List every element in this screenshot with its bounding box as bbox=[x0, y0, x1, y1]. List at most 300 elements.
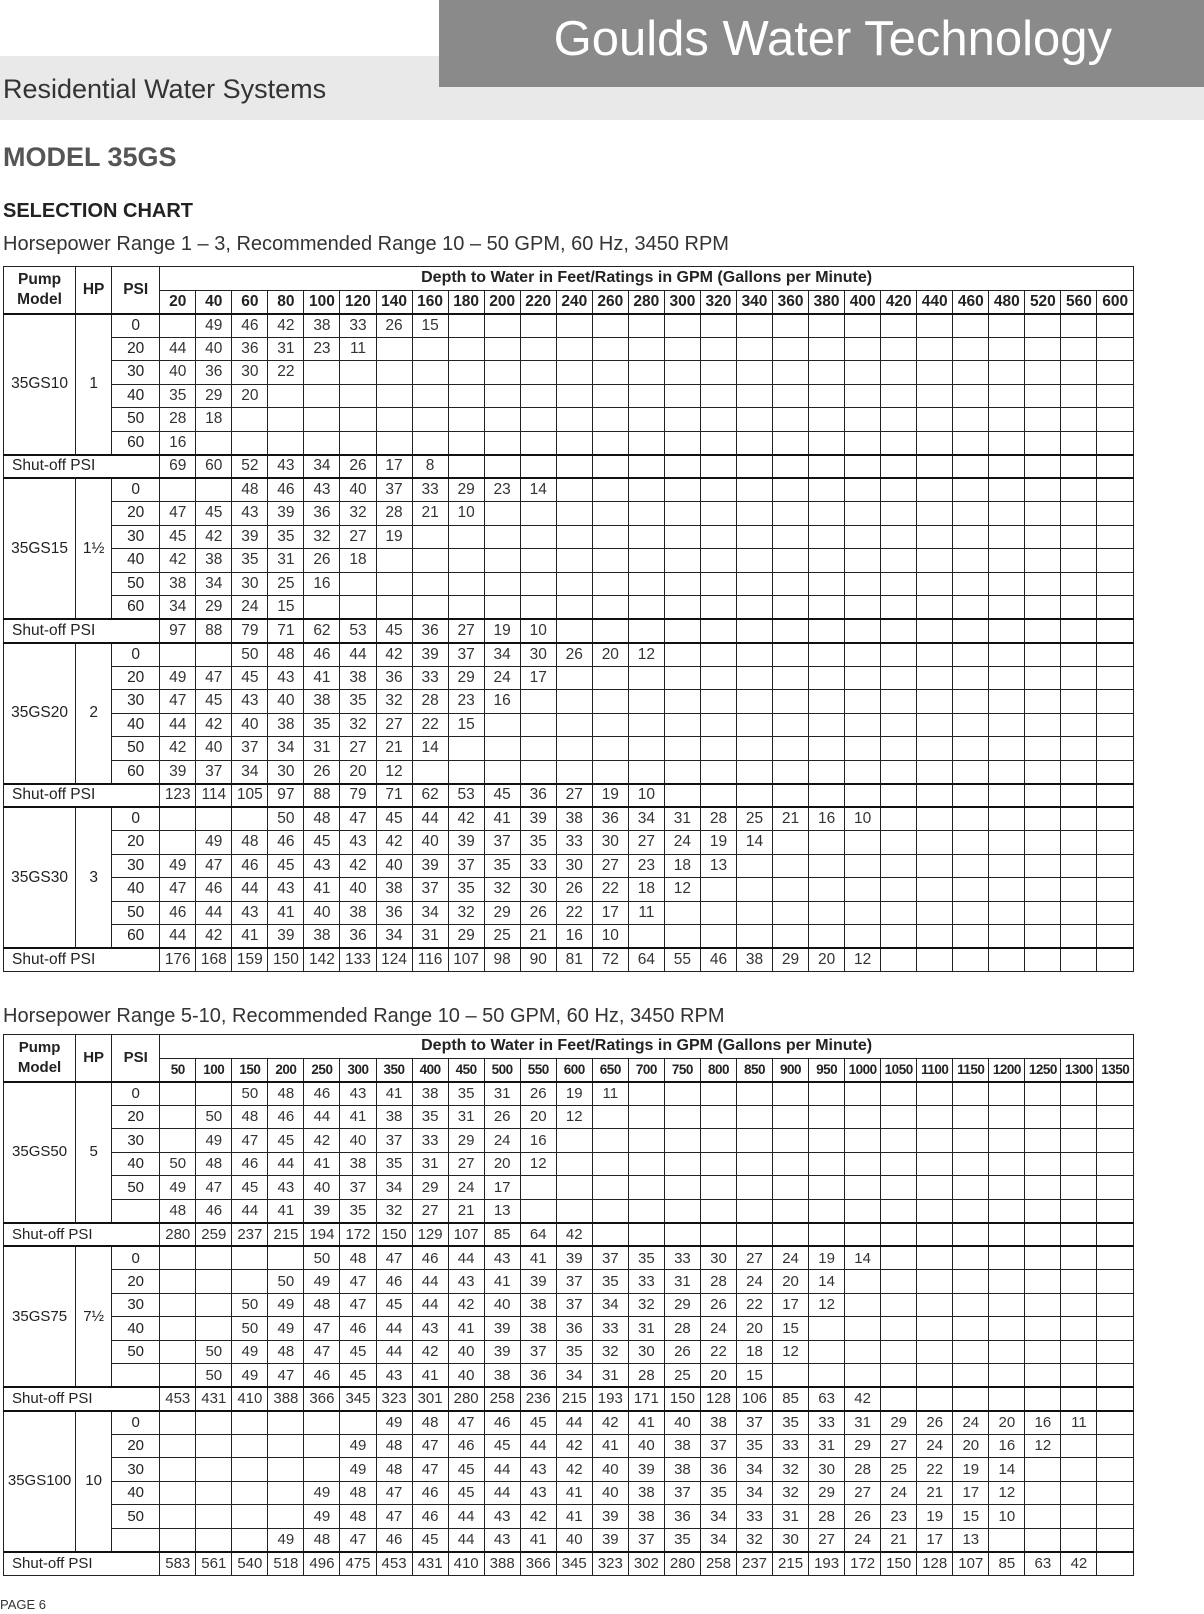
gpm-cell bbox=[232, 1411, 268, 1435]
gpm-cell: 43 bbox=[520, 1458, 556, 1482]
depth-column-header: 380 bbox=[809, 290, 845, 314]
gpm-cell bbox=[592, 337, 628, 361]
depth-column-header: 1100 bbox=[917, 1058, 953, 1082]
gpm-cell: 43 bbox=[484, 1505, 520, 1529]
shutoff-value: 345 bbox=[340, 1387, 376, 1411]
gpm-cell: 32 bbox=[736, 1528, 772, 1552]
depth-column-header: 750 bbox=[664, 1058, 700, 1082]
table-row bbox=[4, 760, 1134, 784]
gpm-cell bbox=[1097, 760, 1134, 784]
gpm-cell bbox=[989, 925, 1025, 949]
gpm-cell bbox=[160, 1364, 196, 1388]
hp-cell: 7½ bbox=[76, 1246, 112, 1387]
gpm-cell bbox=[1061, 1199, 1097, 1223]
shutoff-value bbox=[917, 619, 953, 643]
psi-cell: 20 bbox=[112, 1270, 160, 1294]
gpm-cell: 47 bbox=[340, 1270, 376, 1294]
gpm-cell bbox=[376, 596, 412, 620]
gpm-cell bbox=[160, 1481, 196, 1505]
gpm-cell: 37 bbox=[628, 1528, 664, 1552]
gpm-cell bbox=[700, 1199, 736, 1223]
table-row bbox=[4, 431, 1134, 455]
shutoff-value: 168 bbox=[196, 948, 232, 972]
gpm-cell bbox=[953, 901, 989, 925]
gpm-cell bbox=[700, 314, 736, 338]
gpm-cell bbox=[773, 1364, 809, 1388]
gpm-cell bbox=[881, 666, 917, 690]
gpm-cell: 37 bbox=[448, 643, 484, 667]
gpm-cell bbox=[845, 925, 881, 949]
gpm-cell bbox=[592, 760, 628, 784]
gpm-cell: 41 bbox=[376, 1082, 412, 1106]
gpm-cell bbox=[1097, 1317, 1134, 1341]
gpm-cell: 31 bbox=[412, 1152, 448, 1176]
shutoff-value: 42 bbox=[1061, 1552, 1097, 1576]
gpm-cell bbox=[809, 1152, 845, 1176]
gpm-cell: 12 bbox=[664, 878, 700, 902]
shutoff-value: 236 bbox=[520, 1387, 556, 1411]
gpm-cell bbox=[917, 314, 953, 338]
gpm-cell bbox=[1025, 854, 1061, 878]
gpm-cell: 48 bbox=[412, 1411, 448, 1435]
shutoff-value: 561 bbox=[196, 1552, 232, 1576]
gpm-cell bbox=[232, 1528, 268, 1552]
pump-model-cell: 35GS15 bbox=[4, 478, 76, 619]
gpm-cell bbox=[917, 1340, 953, 1364]
gpm-cell: 31 bbox=[664, 807, 700, 831]
shutoff-value bbox=[664, 784, 700, 808]
depth-column-header: 320 bbox=[700, 290, 736, 314]
gpm-cell bbox=[556, 596, 592, 620]
shutoff-value bbox=[484, 455, 520, 479]
gpm-cell: 37 bbox=[520, 1340, 556, 1364]
gpm-cell: 49 bbox=[196, 314, 232, 338]
depth-column-header: 240 bbox=[556, 290, 592, 314]
gpm-cell bbox=[953, 408, 989, 432]
gpm-cell: 36 bbox=[196, 361, 232, 385]
gpm-cell: 48 bbox=[340, 1246, 376, 1270]
depth-column-header: 600 bbox=[1097, 290, 1134, 314]
gpm-cell bbox=[1025, 737, 1061, 761]
shutoff-value: 193 bbox=[592, 1387, 628, 1411]
gpm-cell: 46 bbox=[196, 1199, 232, 1223]
gpm-cell bbox=[232, 1458, 268, 1482]
table-row bbox=[4, 1434, 1134, 1458]
shutoff-value: 301 bbox=[412, 1387, 448, 1411]
gpm-cell bbox=[628, 478, 664, 502]
gpm-cell: 26 bbox=[520, 901, 556, 925]
gpm-cell bbox=[953, 384, 989, 408]
gpm-cell bbox=[881, 596, 917, 620]
gpm-cell bbox=[881, 314, 917, 338]
gpm-cell: 34 bbox=[160, 596, 196, 620]
gpm-cell: 12 bbox=[773, 1340, 809, 1364]
gpm-cell: 29 bbox=[196, 384, 232, 408]
depth-header-title: Depth to Water in Feet/Ratings in GPM (Gallons per Minute) bbox=[160, 267, 1134, 291]
gpm-cell: 37 bbox=[592, 1246, 628, 1270]
gpm-cell bbox=[484, 596, 520, 620]
gpm-cell bbox=[917, 1129, 953, 1153]
table-row bbox=[4, 572, 1134, 596]
gpm-cell: 47 bbox=[160, 690, 196, 714]
shutoff-spacer bbox=[112, 784, 160, 808]
gpm-cell: 27 bbox=[736, 1246, 772, 1270]
gpm-cell bbox=[520, 337, 556, 361]
pump-model-header: Pump Model bbox=[4, 1035, 76, 1082]
gpm-cell bbox=[736, 478, 772, 502]
gpm-cell bbox=[953, 1129, 989, 1153]
shutoff-value: 60 bbox=[196, 455, 232, 479]
brand-name: Goulds Water Technology bbox=[553, 12, 1112, 66]
gpm-cell bbox=[232, 1505, 268, 1529]
gpm-cell bbox=[700, 878, 736, 902]
gpm-cell bbox=[881, 878, 917, 902]
gpm-cell: 44 bbox=[340, 643, 376, 667]
shutoff-value: 345 bbox=[556, 1552, 592, 1576]
psi-cell: 20 bbox=[112, 831, 160, 855]
gpm-cell: 36 bbox=[556, 1317, 592, 1341]
depth-column-header: 360 bbox=[773, 290, 809, 314]
gpm-cell: 32 bbox=[773, 1458, 809, 1482]
gpm-cell: 27 bbox=[628, 831, 664, 855]
gpm-cell: 32 bbox=[484, 878, 520, 902]
gpm-cell: 33 bbox=[628, 1270, 664, 1294]
gpm-cell bbox=[917, 1199, 953, 1223]
gpm-cell: 27 bbox=[340, 525, 376, 549]
gpm-cell: 48 bbox=[232, 478, 268, 502]
table-row bbox=[4, 1340, 1134, 1364]
table-row bbox=[4, 525, 1134, 549]
gpm-cell bbox=[953, 1199, 989, 1223]
gpm-cell: 17 bbox=[520, 666, 556, 690]
shutoff-value: 142 bbox=[304, 948, 340, 972]
gpm-cell bbox=[989, 1340, 1025, 1364]
gpm-cell: 47 bbox=[376, 1505, 412, 1529]
gpm-cell bbox=[881, 854, 917, 878]
shutoff-value: 45 bbox=[376, 619, 412, 643]
gpm-cell: 38 bbox=[484, 1364, 520, 1388]
gpm-cell bbox=[592, 384, 628, 408]
gpm-cell bbox=[809, 831, 845, 855]
gpm-cell: 42 bbox=[448, 1293, 484, 1317]
depth-column-header: 850 bbox=[736, 1058, 772, 1082]
gpm-cell bbox=[917, 831, 953, 855]
gpm-cell: 24 bbox=[845, 1528, 881, 1552]
shutoff-spacer bbox=[112, 455, 160, 479]
gpm-cell: 42 bbox=[160, 549, 196, 573]
depth-column-header: 200 bbox=[484, 290, 520, 314]
gpm-cell: 14 bbox=[809, 1270, 845, 1294]
gpm-cell: 10 bbox=[448, 502, 484, 526]
gpm-cell: 10 bbox=[989, 1505, 1025, 1529]
gpm-cell: 35 bbox=[484, 854, 520, 878]
gpm-cell bbox=[917, 1105, 953, 1129]
gpm-cell: 35 bbox=[160, 384, 196, 408]
gpm-cell bbox=[160, 1458, 196, 1482]
gpm-cell bbox=[989, 408, 1025, 432]
gpm-cell: 28 bbox=[845, 1458, 881, 1482]
gpm-cell bbox=[556, 572, 592, 596]
gpm-cell bbox=[881, 1082, 917, 1106]
gpm-cell: 16 bbox=[556, 925, 592, 949]
gpm-cell bbox=[881, 643, 917, 667]
gpm-cell bbox=[448, 525, 484, 549]
gpm-cell bbox=[628, 502, 664, 526]
gpm-cell: 19 bbox=[700, 831, 736, 855]
gpm-cell: 36 bbox=[376, 901, 412, 925]
shutoff-spacer bbox=[112, 948, 160, 972]
shutoff-value: 133 bbox=[340, 948, 376, 972]
gpm-cell: 50 bbox=[268, 807, 304, 831]
gpm-cell bbox=[448, 408, 484, 432]
gpm-cell bbox=[520, 1176, 556, 1200]
gpm-cell: 33 bbox=[340, 314, 376, 338]
gpm-cell bbox=[556, 713, 592, 737]
gpm-cell: 46 bbox=[232, 1152, 268, 1176]
gpm-cell: 42 bbox=[340, 854, 376, 878]
gpm-cell bbox=[989, 1293, 1025, 1317]
shutoff-value: 114 bbox=[196, 784, 232, 808]
gpm-cell bbox=[1097, 384, 1134, 408]
gpm-cell bbox=[1097, 408, 1134, 432]
shutoff-value: 20 bbox=[809, 948, 845, 972]
depth-column-header: 40 bbox=[196, 290, 232, 314]
gpm-cell bbox=[989, 431, 1025, 455]
gpm-cell bbox=[809, 408, 845, 432]
gpm-cell: 43 bbox=[520, 1481, 556, 1505]
depth-column-header: 260 bbox=[592, 290, 628, 314]
gpm-cell bbox=[736, 901, 772, 925]
shutoff-value: 410 bbox=[448, 1552, 484, 1576]
shutoff-value bbox=[809, 619, 845, 643]
psi-header: PSI bbox=[112, 267, 160, 314]
psi-cell: 30 bbox=[112, 854, 160, 878]
gpm-cell bbox=[664, 1082, 700, 1106]
gpm-cell bbox=[304, 1411, 340, 1435]
gpm-cell: 45 bbox=[232, 666, 268, 690]
psi-cell: 50 bbox=[112, 1176, 160, 1200]
gpm-cell bbox=[845, 1293, 881, 1317]
gpm-cell bbox=[773, 361, 809, 385]
shutoff-value bbox=[881, 784, 917, 808]
gpm-cell bbox=[628, 760, 664, 784]
shutoff-value: 258 bbox=[700, 1552, 736, 1576]
shutoff-value bbox=[809, 1223, 845, 1247]
gpm-cell bbox=[556, 549, 592, 573]
shutoff-value bbox=[592, 1223, 628, 1247]
gpm-cell: 35 bbox=[448, 1082, 484, 1106]
gpm-cell bbox=[1097, 666, 1134, 690]
gpm-cell: 43 bbox=[304, 478, 340, 502]
gpm-cell bbox=[520, 760, 556, 784]
gpm-cell bbox=[376, 361, 412, 385]
gpm-cell bbox=[881, 431, 917, 455]
gpm-cell bbox=[1097, 525, 1134, 549]
gpm-cell: 32 bbox=[773, 1481, 809, 1505]
gpm-cell bbox=[845, 408, 881, 432]
depth-column-header: 440 bbox=[917, 290, 953, 314]
shutoff-value bbox=[1061, 1223, 1097, 1247]
shutoff-spacer bbox=[112, 619, 160, 643]
header-row bbox=[4, 267, 1134, 291]
gpm-cell bbox=[953, 525, 989, 549]
gpm-cell: 20 bbox=[232, 384, 268, 408]
gpm-cell: 30 bbox=[809, 1458, 845, 1482]
gpm-cell bbox=[340, 1411, 376, 1435]
gpm-cell bbox=[736, 854, 772, 878]
gpm-cell bbox=[989, 1082, 1025, 1106]
shutoff-value: 64 bbox=[628, 948, 664, 972]
shutoff-spacer bbox=[112, 1387, 160, 1411]
pump-model-header: Pump Model bbox=[4, 267, 76, 314]
gpm-cell bbox=[736, 1129, 772, 1153]
psi-cell: 50 bbox=[112, 737, 160, 761]
gpm-cell bbox=[520, 408, 556, 432]
gpm-cell bbox=[412, 384, 448, 408]
gpm-cell: 41 bbox=[556, 1481, 592, 1505]
gpm-cell: 33 bbox=[412, 1129, 448, 1153]
gpm-cell: 41 bbox=[556, 1505, 592, 1529]
gpm-cell bbox=[773, 713, 809, 737]
gpm-cell bbox=[1097, 1364, 1134, 1388]
gpm-cell bbox=[953, 1293, 989, 1317]
gpm-cell: 34 bbox=[592, 1293, 628, 1317]
shutoff-value bbox=[1097, 1552, 1134, 1576]
gpm-cell bbox=[196, 1458, 232, 1482]
gpm-cell bbox=[520, 572, 556, 596]
psi-cell: 0 bbox=[112, 1246, 160, 1270]
gpm-cell bbox=[1025, 478, 1061, 502]
shutoff-value: 123 bbox=[160, 784, 196, 808]
gpm-cell bbox=[953, 831, 989, 855]
gpm-cell bbox=[304, 1458, 340, 1482]
gpm-cell bbox=[232, 1246, 268, 1270]
table-row bbox=[4, 596, 1134, 620]
gpm-cell: 41 bbox=[268, 901, 304, 925]
psi-cell: 30 bbox=[112, 1129, 160, 1153]
gpm-cell: 21 bbox=[376, 737, 412, 761]
gpm-cell bbox=[1025, 1528, 1061, 1552]
gpm-cell bbox=[736, 408, 772, 432]
gpm-cell: 39 bbox=[556, 1246, 592, 1270]
gpm-cell bbox=[917, 1246, 953, 1270]
gpm-cell bbox=[376, 384, 412, 408]
shutoff-value: 36 bbox=[520, 784, 556, 808]
gpm-cell bbox=[1097, 854, 1134, 878]
gpm-cell bbox=[1025, 1176, 1061, 1200]
gpm-cell: 26 bbox=[484, 1105, 520, 1129]
gpm-cell: 46 bbox=[268, 478, 304, 502]
gpm-cell: 42 bbox=[412, 1340, 448, 1364]
gpm-cell bbox=[1025, 572, 1061, 596]
gpm-cell bbox=[592, 666, 628, 690]
shutoff-row bbox=[4, 455, 1134, 479]
gpm-cell: 38 bbox=[412, 1082, 448, 1106]
gpm-cell bbox=[845, 760, 881, 784]
depth-column-header: 300 bbox=[664, 290, 700, 314]
gpm-cell bbox=[1061, 1505, 1097, 1529]
gpm-cell bbox=[881, 1129, 917, 1153]
gpm-cell: 29 bbox=[448, 925, 484, 949]
gpm-cell: 30 bbox=[556, 854, 592, 878]
gpm-cell: 44 bbox=[484, 1458, 520, 1482]
gpm-cell: 16 bbox=[520, 1129, 556, 1153]
table-row bbox=[4, 643, 1134, 667]
shutoff-value: 69 bbox=[160, 455, 196, 479]
gpm-cell bbox=[773, 525, 809, 549]
gpm-cell: 31 bbox=[773, 1505, 809, 1529]
gpm-cell bbox=[160, 1082, 196, 1106]
gpm-cell: 44 bbox=[448, 1246, 484, 1270]
gpm-cell bbox=[520, 525, 556, 549]
gpm-cell: 50 bbox=[196, 1364, 232, 1388]
gpm-cell: 48 bbox=[232, 1105, 268, 1129]
gpm-cell bbox=[448, 596, 484, 620]
gpm-cell bbox=[1025, 1481, 1061, 1505]
gpm-cell bbox=[736, 643, 772, 667]
table-row bbox=[4, 901, 1134, 925]
shutoff-value bbox=[664, 1223, 700, 1247]
gpm-cell bbox=[1097, 549, 1134, 573]
gpm-cell bbox=[628, 1105, 664, 1129]
gpm-cell: 34 bbox=[376, 925, 412, 949]
gpm-cell bbox=[736, 1082, 772, 1106]
shutoff-value bbox=[917, 1387, 953, 1411]
gpm-cell: 48 bbox=[376, 1458, 412, 1482]
gpm-cell bbox=[1061, 878, 1097, 902]
gpm-cell bbox=[1025, 878, 1061, 902]
gpm-cell bbox=[773, 596, 809, 620]
shutoff-value bbox=[989, 948, 1025, 972]
gpm-cell bbox=[556, 408, 592, 432]
gpm-cell bbox=[700, 337, 736, 361]
gpm-cell bbox=[592, 690, 628, 714]
gpm-cell: 29 bbox=[881, 1411, 917, 1435]
gpm-cell bbox=[953, 1246, 989, 1270]
gpm-cell bbox=[484, 502, 520, 526]
gpm-cell: 19 bbox=[376, 525, 412, 549]
table-row bbox=[4, 713, 1134, 737]
shutoff-value: 172 bbox=[340, 1223, 376, 1247]
gpm-cell bbox=[664, 1199, 700, 1223]
shutoff-label: Shut-off PSI bbox=[4, 784, 112, 808]
gpm-cell: 39 bbox=[160, 760, 196, 784]
shutoff-value bbox=[773, 455, 809, 479]
gpm-cell: 38 bbox=[160, 572, 196, 596]
gpm-cell: 38 bbox=[628, 1481, 664, 1505]
shutoff-value: 388 bbox=[484, 1552, 520, 1576]
gpm-cell: 39 bbox=[412, 854, 448, 878]
gpm-cell: 41 bbox=[340, 1105, 376, 1129]
gpm-cell: 38 bbox=[340, 666, 376, 690]
gpm-cell bbox=[989, 1105, 1025, 1129]
gpm-cell bbox=[953, 1317, 989, 1341]
gpm-cell bbox=[628, 1152, 664, 1176]
gpm-cell: 12 bbox=[520, 1152, 556, 1176]
gpm-cell bbox=[917, 901, 953, 925]
gpm-cell: 22 bbox=[700, 1340, 736, 1364]
gpm-cell: 48 bbox=[268, 643, 304, 667]
gpm-cell: 34 bbox=[736, 1481, 772, 1505]
gpm-cell bbox=[989, 1199, 1025, 1223]
shutoff-value bbox=[700, 455, 736, 479]
gpm-cell bbox=[664, 502, 700, 526]
gpm-cell bbox=[881, 1246, 917, 1270]
shutoff-value bbox=[1097, 1387, 1134, 1411]
gpm-cell bbox=[664, 1129, 700, 1153]
gpm-cell bbox=[1025, 713, 1061, 737]
gpm-cell bbox=[773, 337, 809, 361]
